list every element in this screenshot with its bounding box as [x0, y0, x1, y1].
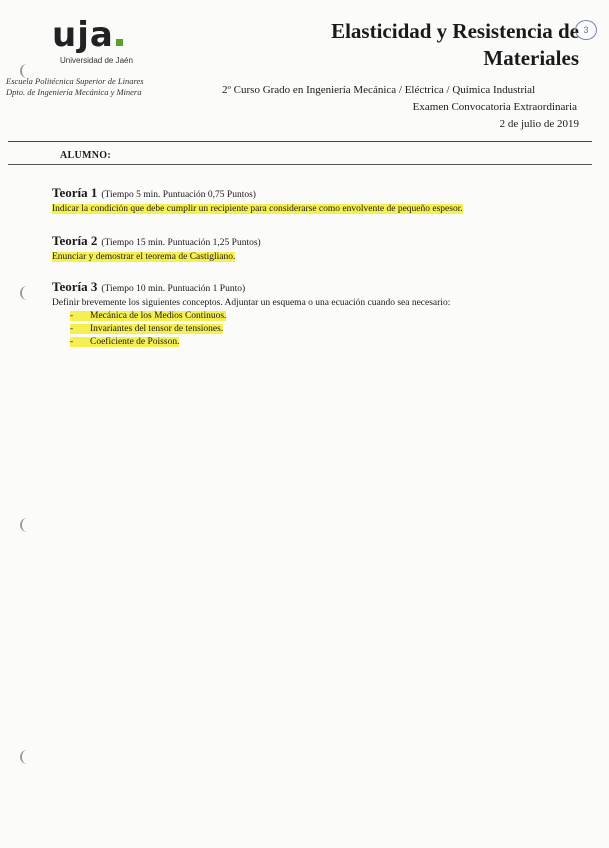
punch-hole-icon — [20, 286, 32, 300]
divider-bottom — [8, 164, 592, 165]
list-item: - Coeficiente de Poisson. — [70, 337, 180, 347]
title-line-1: Elasticidad y Resistencia de — [331, 19, 579, 43]
section-title: Teoría 2 — [52, 233, 98, 248]
divider-top — [8, 141, 592, 142]
concept-list — [70, 310, 450, 349]
exam-date: 2 de julio de 2019 — [499, 118, 579, 130]
logo-subtitle: Universidad de Jaén — [60, 56, 133, 65]
punch-hole-icon — [20, 750, 32, 764]
department-name: Dpto. de Ingeniería Mecánica y Minera — [6, 87, 142, 97]
section-meta: (Tiempo 10 min. Puntuación 1 Punto) — [101, 284, 246, 294]
punch-hole-icon — [20, 518, 32, 532]
school-info — [6, 76, 144, 98]
list-item-text: Coeficiente de Poisson. — [90, 337, 180, 347]
section-title: Teoría 1 — [52, 185, 98, 200]
logo-text: uja — [52, 15, 114, 55]
section-question: Definir brevemente los siguientes conceptos. Adjuntar un esquema o una ecuación cuando sea necesario: — [52, 298, 451, 308]
section-question: Enunciar y demostrar el teorema de Castigliano. — [52, 252, 236, 262]
exam-title — [331, 18, 579, 72]
section-meta: (Tiempo 15 min. Puntuación 1,25 Puntos) — [101, 238, 261, 248]
list-item: - Mecánica de los Medios Continuos. — [70, 311, 227, 321]
section-question: Indicar la condición que debe cumplir un recipiente para considerarse como envolvente de pequeño espesor. — [52, 204, 463, 214]
theory-section-1 — [52, 184, 463, 214]
course-info: 2º Curso Grado en Ingeniería Mecánica / Eléctrica / Química Industrial — [222, 84, 536, 96]
school-name: Escuela Politécnica Superior de Linares — [6, 76, 144, 86]
list-item-text: Mecánica de los Medios Continuos. — [90, 311, 227, 321]
theory-section-3 — [52, 278, 450, 349]
punch-hole-icon — [20, 64, 32, 78]
logo-dot-icon — [116, 39, 123, 46]
title-line-2: Materiales — [483, 46, 579, 70]
page-number-stamp: 3 — [575, 20, 597, 40]
university-logo — [52, 15, 123, 55]
list-item: - Invariantes del tensor de tensiones. — [70, 324, 224, 334]
list-item-text: Invariantes del tensor de tensiones. — [90, 324, 224, 334]
student-label: ALUMNO: — [60, 150, 111, 161]
section-meta: (Tiempo 5 min. Puntuación 0,75 Puntos) — [101, 190, 256, 200]
theory-section-2 — [52, 232, 261, 262]
exam-session: Examen Convocatoria Extraordinaria — [412, 101, 577, 113]
section-title: Teoría 3 — [52, 279, 98, 294]
